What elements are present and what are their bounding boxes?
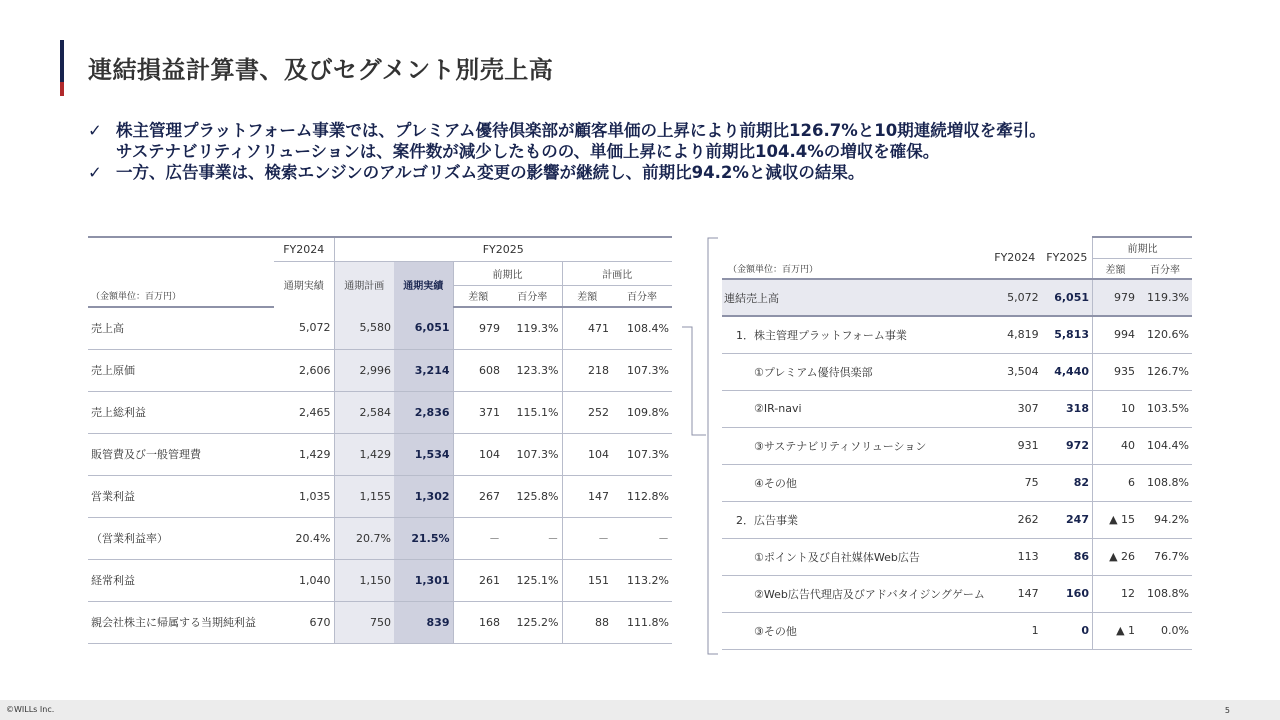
cell-plan: 5,580 [334, 307, 394, 349]
cell-fy25: 160 [1042, 575, 1093, 612]
cell-diff: 40 [1093, 427, 1139, 464]
cell-fy25: 4,440 [1042, 353, 1093, 390]
cell-plan-diff: 252 [562, 391, 612, 433]
table-row [88, 433, 672, 475]
cell-yoy-pct: 107.3% [503, 433, 562, 475]
table-row [722, 538, 1192, 575]
page-number: 5 [1224, 706, 1230, 715]
row-label: ①プレミアム優待倶楽部 [722, 353, 988, 390]
cell-yoy-pct: 123.3% [503, 349, 562, 391]
cell-pct: 126.7% [1138, 353, 1192, 390]
col-fy2024: FY2024 [274, 237, 334, 261]
cell-plan: 20.7% [334, 517, 394, 559]
table-row [722, 316, 1192, 353]
title-accent-bar-red [60, 82, 64, 96]
cell-yoy-diff: 608 [453, 349, 503, 391]
cell-yoy-diff: 267 [453, 475, 503, 517]
row-label: 営業利益 [88, 475, 274, 517]
cell-pct: 108.8% [1138, 464, 1192, 501]
segment-table [722, 236, 1192, 650]
cell-yoy-pct: 119.3% [503, 307, 562, 349]
cell-plan-diff: 218 [562, 349, 612, 391]
cell-yoy-diff: 168 [453, 601, 503, 643]
cell-fy25: 82 [1042, 464, 1093, 501]
cell-fy24: 1 [988, 612, 1042, 649]
cell-plan-diff: － [562, 517, 612, 559]
table-row [722, 353, 1192, 390]
footer-bar [0, 700, 1280, 720]
bullet-text: 一方、広告事業は、検索エンジンのアルゴリズム変更の影響が継続し、前期比94.2%と減収の結果。 [116, 163, 865, 182]
cell-pct: 103.5% [1138, 390, 1192, 427]
cell-yoy-diff: 371 [453, 391, 503, 433]
cell-fy24: 5,072 [274, 307, 334, 349]
col-diff: 差額 [1093, 258, 1139, 279]
check-icon: ✓ [88, 121, 102, 140]
bullet-text: サステナビリティソリューションは、案件数が減少したものの、単価上昇により前期比104.4%の増収を確保。 [116, 142, 940, 161]
title-accent-bar [60, 40, 64, 82]
table-row [88, 307, 672, 349]
cell-plan-pct: 109.8% [612, 391, 672, 433]
col-diff: 差額 [453, 285, 503, 307]
cell-plan-diff: 151 [562, 559, 612, 601]
cell-pct: 94.2% [1138, 501, 1192, 538]
summary-bullets [88, 120, 1238, 183]
cell-plan: 2,996 [334, 349, 394, 391]
table-row [722, 575, 1192, 612]
unit-label: （金額単位：百万円） [88, 285, 274, 307]
cell-pct: 0.0% [1138, 612, 1192, 649]
cell-yoy-diff: 261 [453, 559, 503, 601]
cell-pct: 76.7% [1138, 538, 1192, 575]
table-row [722, 279, 1192, 316]
cell-fy24: 262 [988, 501, 1042, 538]
cell-yoy-diff: － [453, 517, 503, 559]
page-title: 連結損益計算書、及びセグメント別売上高 [88, 56, 554, 84]
cell-yoy-pct: 125.8% [503, 475, 562, 517]
cell-plan-pct: 108.4% [612, 307, 672, 349]
cell-actual: 6,051 [394, 307, 453, 349]
cell-pct: 120.6% [1138, 316, 1192, 353]
row-label: ②Web広告代理店及びアドバタイジングゲーム [722, 575, 988, 612]
row-label: ③その他 [722, 612, 988, 649]
cell-fy24: 670 [274, 601, 334, 643]
table-row [722, 612, 1192, 649]
cell-fy24: 307 [988, 390, 1042, 427]
cell-fy25: 6,051 [1042, 279, 1093, 316]
bullet-item [88, 141, 1238, 162]
cell-fy24: 931 [988, 427, 1042, 464]
cell-fy24: 1,040 [274, 559, 334, 601]
cell-plan-pct: 111.8% [612, 601, 672, 643]
cell-yoy-pct: 115.1% [503, 391, 562, 433]
table-row [722, 501, 1192, 538]
cell-fy25: 972 [1042, 427, 1093, 464]
col-plan: 通期計画 [334, 261, 394, 307]
cell-fy25: 86 [1042, 538, 1093, 575]
row-label: ②IR-navi [722, 390, 988, 427]
cell-pct: 108.8% [1138, 575, 1192, 612]
copyright: ©WILLs Inc. [6, 705, 55, 714]
col-actual-2025: 通期実績 [394, 261, 453, 307]
row-label: 売上高 [88, 307, 274, 349]
row-label: 親会社株主に帰属する当期純利益 [88, 601, 274, 643]
cell-diff: 12 [1093, 575, 1139, 612]
col-yoy: 前期比 [453, 261, 562, 285]
col-yoy: 前期比 [1093, 237, 1193, 258]
cell-diff: ▲ 15 [1093, 501, 1139, 538]
cell-yoy-diff: 979 [453, 307, 503, 349]
cell-yoy-pct: － [503, 517, 562, 559]
table-row [88, 391, 672, 433]
cell-fy24: 20.4% [274, 517, 334, 559]
cell-plan-diff: 104 [562, 433, 612, 475]
cell-fy25: 5,813 [1042, 316, 1093, 353]
col-pct: 百分率 [503, 285, 562, 307]
row-label: ③サステナビリティソリューション [722, 427, 988, 464]
col-vs-plan: 計画比 [562, 261, 672, 285]
cell-yoy-pct: 125.2% [503, 601, 562, 643]
cell-plan-pct: － [612, 517, 672, 559]
row-label: （営業利益率） [88, 517, 274, 559]
cell-fy24: 113 [988, 538, 1042, 575]
cell-pct: 104.4% [1138, 427, 1192, 464]
cell-fy24: 1,429 [274, 433, 334, 475]
cell-plan-diff: 471 [562, 307, 612, 349]
bullet-item [88, 162, 1238, 183]
cell-diff: 994 [1093, 316, 1139, 353]
cell-fy24: 3,504 [988, 353, 1042, 390]
cell-plan-diff: 147 [562, 475, 612, 517]
col-fy2025: FY2025 [1046, 251, 1088, 264]
row-label: 販管費及び一般管理費 [88, 433, 274, 475]
pl-table [88, 236, 672, 644]
cell-fy24: 147 [988, 575, 1042, 612]
check-icon: ✓ [88, 163, 102, 182]
cell-fy24: 5,072 [988, 279, 1042, 316]
cell-plan: 2,584 [334, 391, 394, 433]
check-icon [88, 141, 116, 162]
cell-actual: 1,302 [394, 475, 453, 517]
cell-diff: 935 [1093, 353, 1139, 390]
cell-pct: 119.3% [1138, 279, 1192, 316]
cell-diff: 10 [1093, 390, 1139, 427]
cell-actual: 839 [394, 601, 453, 643]
cell-diff: 6 [1093, 464, 1139, 501]
cell-plan: 1,429 [334, 433, 394, 475]
cell-yoy-pct: 125.1% [503, 559, 562, 601]
cell-plan: 1,155 [334, 475, 394, 517]
col-pct: 百分率 [612, 285, 672, 307]
cell-fy25: 247 [1042, 501, 1093, 538]
table-row [88, 601, 672, 643]
table-row [88, 559, 672, 601]
bracket-connector [672, 234, 722, 659]
cell-plan-pct: 112.8% [612, 475, 672, 517]
table-row [722, 464, 1192, 501]
table-row [88, 517, 672, 559]
bullet-item [88, 120, 1238, 141]
table-row [88, 475, 672, 517]
cell-actual: 1,301 [394, 559, 453, 601]
row-label: ④その他 [722, 464, 988, 501]
cell-fy24: 4,819 [988, 316, 1042, 353]
cell-actual: 2,836 [394, 391, 453, 433]
row-label: 1．株主管理プラットフォーム事業 [722, 316, 988, 353]
row-label: 経常利益 [88, 559, 274, 601]
row-label: ①ポイント及び自社媒体Web広告 [722, 538, 988, 575]
row-label: 売上総利益 [88, 391, 274, 433]
table-row [88, 349, 672, 391]
unit-label: （金額単位：百万円） [728, 264, 819, 275]
cell-diff: ▲ 26 [1093, 538, 1139, 575]
cell-fy25: 318 [1042, 390, 1093, 427]
cell-actual: 3,214 [394, 349, 453, 391]
col-pct: 百分率 [1150, 264, 1181, 276]
table-row [722, 427, 1192, 464]
cell-diff: 979 [1093, 279, 1139, 316]
cell-plan-pct: 107.3% [612, 349, 672, 391]
col-diff: 差額 [562, 285, 612, 307]
col-fy24-actual: 通期実績 [283, 280, 324, 292]
cell-actual: 21.5% [394, 517, 453, 559]
bullet-text: 株主管理プラットフォーム事業では、プレミアム優待倶楽部が顧客単価の上昇により前期比126.7%と10期連続増収を牽引。 [116, 121, 1046, 140]
cell-fy24: 75 [988, 464, 1042, 501]
cell-plan-diff: 88 [562, 601, 612, 643]
table-row [722, 390, 1192, 427]
col-fy2025: FY2025 [334, 237, 672, 261]
cell-plan: 1,150 [334, 559, 394, 601]
cell-plan: 750 [334, 601, 394, 643]
cell-yoy-diff: 104 [453, 433, 503, 475]
cell-actual: 1,534 [394, 433, 453, 475]
row-label: 2．広告事業 [722, 501, 988, 538]
cell-diff: ▲ 1 [1093, 612, 1139, 649]
cell-fy25: 0 [1042, 612, 1093, 649]
cell-fy24: 1,035 [274, 475, 334, 517]
row-label: 連結売上高 [722, 279, 988, 316]
cell-plan-pct: 113.2% [612, 559, 672, 601]
cell-fy24: 2,606 [274, 349, 334, 391]
cell-fy24: 2,465 [274, 391, 334, 433]
cell-plan-pct: 107.3% [612, 433, 672, 475]
col-fy2024: FY2024 [994, 251, 1036, 264]
row-label: 売上原価 [88, 349, 274, 391]
